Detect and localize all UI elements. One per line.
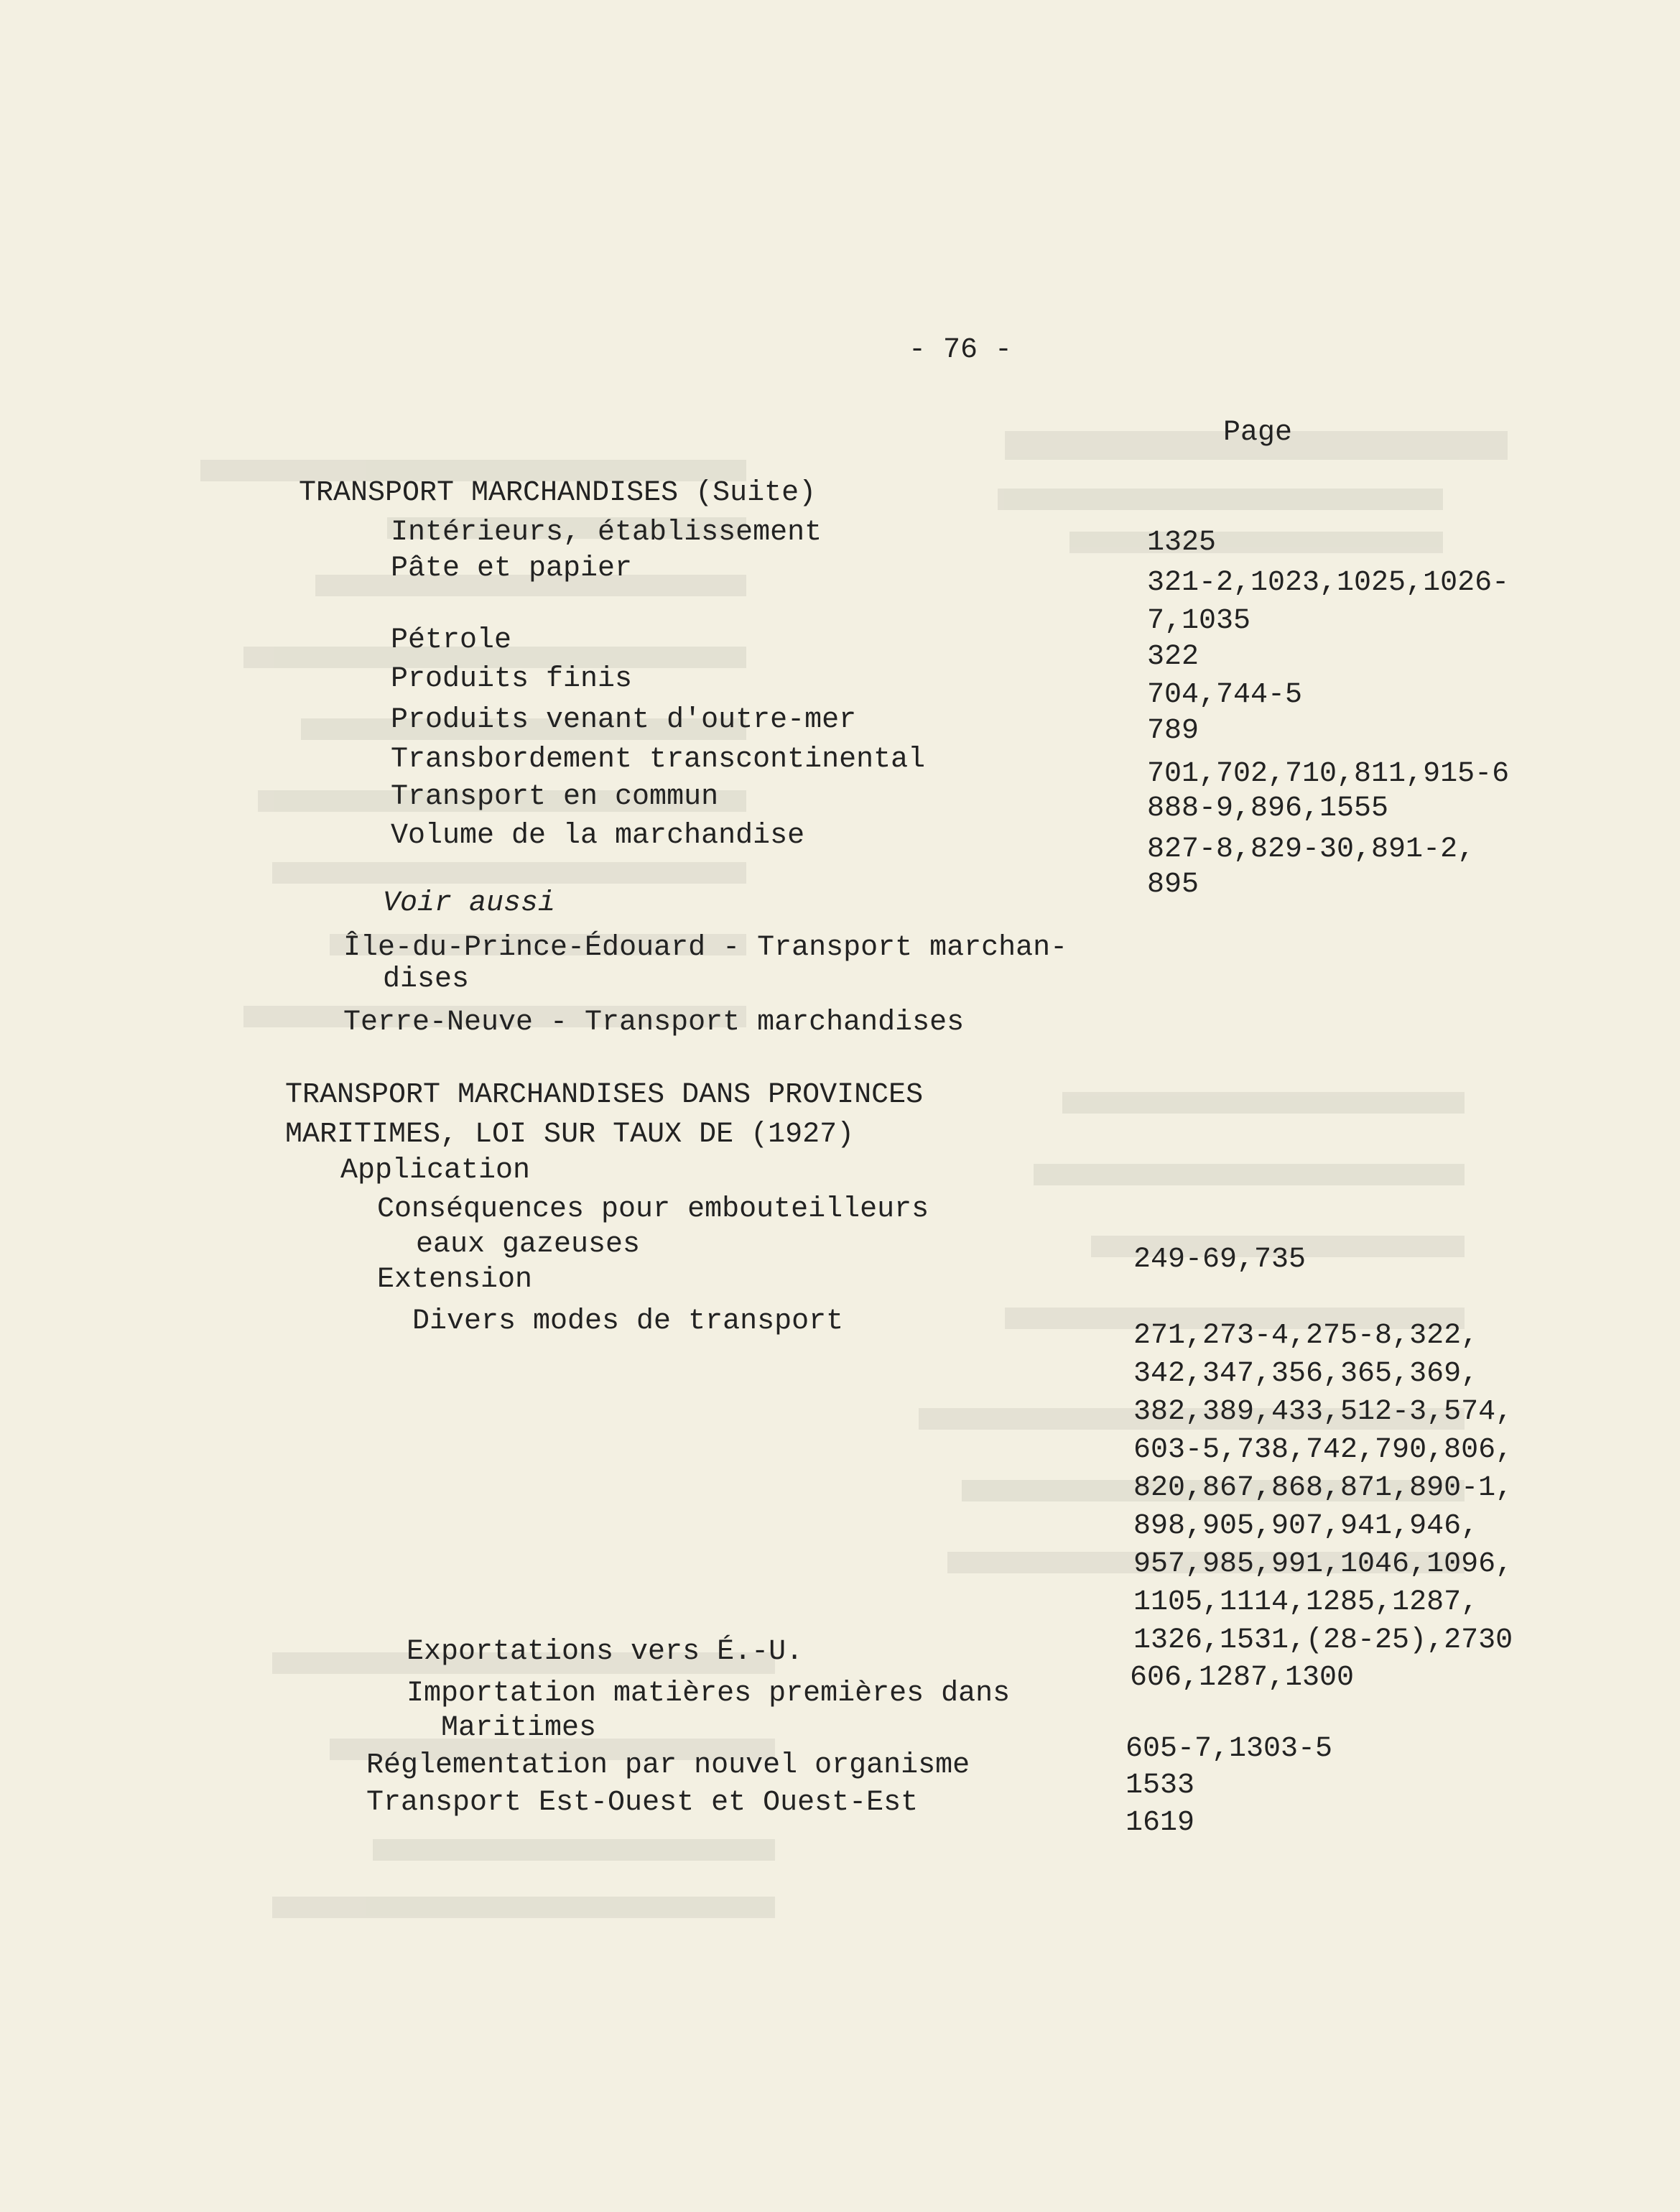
entry-pages: 827-8,829-30,891-2,: [1147, 833, 1475, 866]
page-column-header: Page: [1223, 417, 1293, 449]
section-heading: TRANSPORT MARCHANDISES DANS PROVINCES: [285, 1079, 924, 1111]
entry-label: Transbordement transcontinental: [391, 744, 926, 776]
entry-label: Importation matières premières dans: [407, 1677, 1011, 1710]
entry-pages: 789: [1147, 715, 1199, 747]
see-also-item: Terre-Neuve - Transport marchandises: [343, 1006, 965, 1039]
entry-label: Produits venant d'outre-mer: [391, 704, 857, 736]
entry-pages-continued: 895: [1147, 869, 1199, 901]
entry-label: Transport en commun: [391, 781, 719, 813]
entry-label: Intérieurs, établissement: [391, 517, 822, 549]
subheading-extension: Extension: [377, 1264, 533, 1296]
entry-pages-continued: 898,905,907,941,946,: [1133, 1510, 1479, 1542]
entry-label: Transport Est-Ouest et Ouest-Est: [366, 1787, 919, 1819]
subheading-application: Application: [340, 1154, 531, 1187]
entry-pages: 704,744-5: [1147, 679, 1303, 711]
section-heading-continued: MARITIMES, LOI SUR TAUX DE (1927): [285, 1119, 855, 1151]
entry-pages: 606,1287,1300: [1130, 1662, 1355, 1694]
entry-label-continued: Maritimes: [441, 1712, 597, 1744]
entry-label: Pétrole: [391, 624, 512, 657]
entry-pages-continued: 957,985,991,1046,1096,: [1133, 1548, 1513, 1581]
entry-pages: 271,273-4,275-8,322,: [1133, 1320, 1479, 1352]
see-also-item: Île-du-Prince-Édouard - Transport marchan-: [343, 932, 1068, 964]
entry-pages-continued: 1326,1531,(28-25),2730: [1133, 1624, 1513, 1657]
entry-pages: 1619: [1126, 1807, 1195, 1839]
entry-pages: 1533: [1126, 1769, 1195, 1802]
entry-pages: 1325: [1147, 527, 1217, 559]
voir-aussi-label: Voir aussi: [383, 887, 556, 920]
entry-pages-continued: 382,389,433,512-3,574,: [1133, 1396, 1513, 1428]
section-heading: TRANSPORT MARCHANDISES (Suite): [299, 477, 817, 509]
entry-pages-continued: 342,347,356,365,369,: [1133, 1358, 1479, 1390]
entry-label: Conséquences pour embouteilleurs: [377, 1193, 929, 1226]
entry-pages: 249-69,735: [1133, 1244, 1307, 1276]
entry-label-continued: eaux gazeuses: [416, 1228, 641, 1261]
entry-pages: 605-7,1303-5: [1126, 1733, 1333, 1765]
entry-pages-continued: 7,1035: [1147, 605, 1251, 637]
entry-pages: 321-2,1023,1025,1026-: [1147, 567, 1510, 599]
entry-pages: 322: [1147, 641, 1199, 673]
see-also-item-continued: dises: [383, 963, 470, 996]
entry-pages: 701,702,710,811,915-6: [1147, 758, 1510, 790]
entry-pages-continued: 820,867,868,871,890-1,: [1133, 1472, 1513, 1504]
page-number: - 76 -: [909, 334, 1013, 366]
entry-pages-continued: 1105,1114,1285,1287,: [1133, 1586, 1479, 1619]
entry-label: Exportations vers É.-U.: [407, 1636, 804, 1668]
entry-label: Réglementation par nouvel organisme: [366, 1749, 970, 1782]
entry-label: Produits finis: [391, 663, 633, 695]
entry-label: Divers modes de transport: [412, 1305, 844, 1338]
entry-pages: 888-9,896,1555: [1147, 792, 1389, 825]
entry-pages-continued: 603-5,738,742,790,806,: [1133, 1434, 1513, 1466]
entry-label: Pâte et papier: [391, 552, 633, 585]
entry-label: Volume de la marchandise: [391, 820, 805, 852]
